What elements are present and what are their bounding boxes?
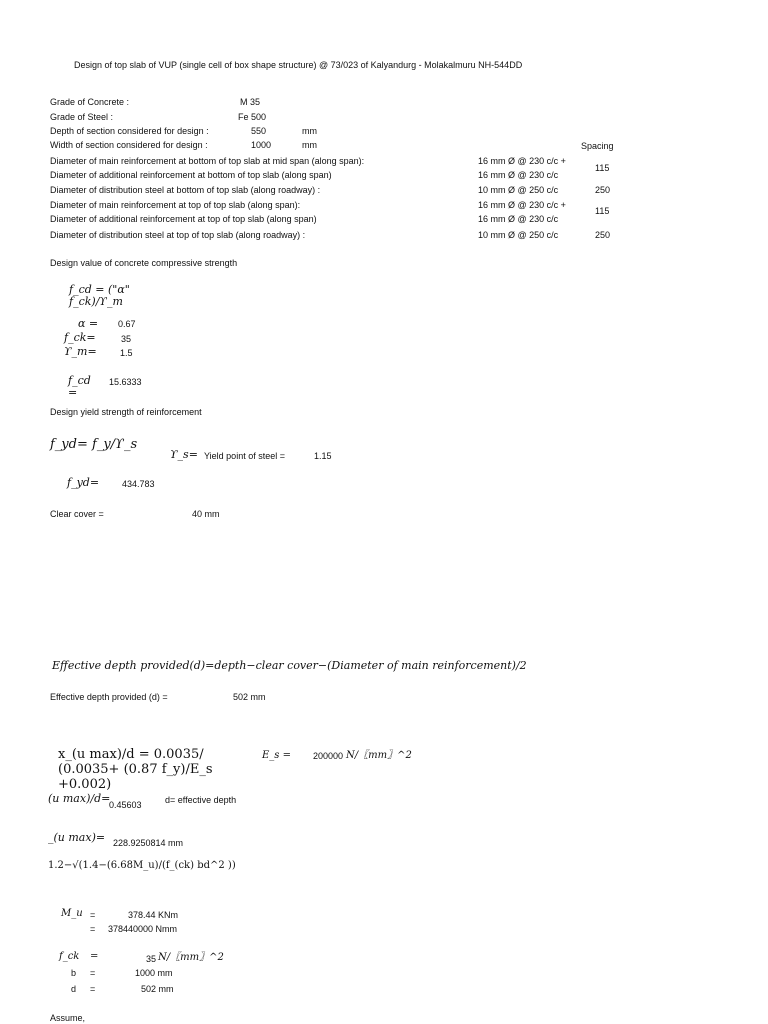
param-value-width: 1000 — [251, 140, 272, 150]
fcd-formula-line1: f_cd = ("α" — [69, 283, 130, 296]
xu-ratio-value: 0.45603 — [109, 800, 142, 810]
gamma-s-label: ϒ_s= — [170, 448, 198, 461]
reinf-label-3: Diameter of distribution steel at bottom of top slab (along roadway) : — [50, 185, 321, 195]
reinf-label-2: Diameter of additional reinforcement at bottom of top slab (along span) — [50, 170, 332, 180]
fyd-label: f_yd= — [67, 476, 100, 489]
effective-depth-value: 502 mm — [233, 692, 266, 702]
param-unit-width: mm — [302, 140, 317, 150]
cover-value: 40 mm — [192, 509, 220, 519]
reinf-label-1: Diameter of main reinforcement at bottom of top slab at mid span (along span): — [50, 156, 365, 166]
xu-formula-line1: x_(u max)/d = 0.0035/ — [58, 747, 204, 762]
param-value-concrete: M 35 — [240, 97, 261, 107]
es-label: E_s = — [262, 750, 291, 761]
xu-formula-line3: +0.002) — [58, 777, 112, 792]
spacing-value-2: 250 — [595, 185, 611, 195]
gamma-s-value: 1.15 — [314, 451, 332, 461]
fck-eq: = — [90, 951, 99, 962]
mu-nmm-value: 378440000 Nmm — [108, 924, 178, 934]
param-unit-depth: mm — [302, 126, 317, 136]
mu-eq-2: = — [90, 924, 96, 934]
param-label-width: Width of section considered for design : — [50, 140, 208, 150]
reinf-value-2: 16 mm Ø @ 230 c/c — [478, 170, 559, 180]
reinf-value-6: 10 mm Ø @ 250 c/c — [478, 230, 559, 240]
fcd-formula-line2: f_ck)/ϒ_m — [69, 295, 123, 308]
effective-depth-formula: Effective depth provided(d)=depth−clear cover−(Diameter of main reinforcement)/2 — [52, 659, 527, 672]
mu-label: M_u — [61, 908, 83, 919]
reinf-value-5: 16 mm Ø @ 230 c/c — [478, 214, 559, 224]
xumax-value: 228.9250814 mm — [113, 838, 184, 848]
fck-label: f_ck= — [64, 331, 96, 344]
fck-value: 35 — [121, 334, 132, 344]
b-eq: = — [90, 968, 96, 978]
mu-value: 378.44 KNm — [128, 910, 179, 920]
param-label-steel: Grade of Steel : — [50, 112, 114, 122]
concrete-heading: Design value of concrete compressive strength — [50, 258, 238, 268]
spacing-value-3: 115 — [595, 206, 610, 216]
fcd-value: 15.6333 — [109, 377, 142, 387]
mu-eq-1: = — [90, 910, 96, 920]
param-value-depth: 550 — [251, 126, 267, 136]
d-value: 502 mm — [141, 984, 174, 994]
d-label: d — [71, 984, 77, 994]
fcd-equals: = — [68, 386, 78, 399]
spacing-header: Spacing — [581, 141, 614, 151]
param-label-depth: Depth of section considered for design : — [50, 126, 209, 136]
b-label: b — [71, 968, 77, 978]
es-unit: N/〖mm〗^2 — [346, 750, 412, 761]
alpha-value: 0.67 — [118, 319, 136, 329]
d-eq: = — [90, 984, 96, 994]
fck-label-2: f_ck — [59, 951, 80, 962]
fyd-value: 434.783 — [122, 479, 155, 489]
gamma-s-desc: Yield point of steel = — [204, 451, 285, 461]
gamma-m-value: 1.5 — [120, 348, 133, 358]
xu-ratio-label: (u max)/d= — [48, 792, 111, 805]
cover-label: Clear cover = — [50, 509, 104, 519]
b-value: 1000 mm — [135, 968, 173, 978]
spacing-value-1: 115 — [595, 163, 610, 173]
fck-value-2: 35 — [146, 954, 157, 964]
fck-unit: N/〖mm〗^2 — [158, 952, 224, 963]
fcd-label: f_cd — [68, 374, 91, 387]
reinf-label-4: Diameter of main reinforcement at top of top slab (along span): — [50, 200, 301, 210]
xumax-label: _(u max)= — [48, 831, 106, 844]
alpha-label: α = — [78, 317, 99, 330]
reinf-value-1: 16 mm Ø @ 230 c/c + — [478, 156, 566, 166]
reinf-label-6: Diameter of distribution steel at top of top slab (along roadway) : — [50, 230, 306, 240]
assume-label: Assume, — [50, 1013, 86, 1023]
param-value-steel: Fe 500 — [238, 112, 267, 122]
reinf-value-3: 10 mm Ø @ 250 c/c — [478, 185, 559, 195]
root-formula: 1.2−√(1.4−(6.68M_u)/(f_(ck) bd^2 )) — [48, 860, 236, 871]
steel-heading: Design yield strength of reinforcement — [50, 407, 202, 417]
es-value: 200000 — [313, 751, 344, 761]
fyd-formula: f_yd= f_y/ϒ_s — [50, 437, 138, 452]
reinf-value-4: 16 mm Ø @ 230 c/c + — [478, 200, 566, 210]
effective-depth-label: Effective depth provided (d) = — [50, 692, 168, 702]
xu-formula-line2: (0.0035+ (0.87 f_y)/E_s — [58, 762, 213, 777]
gamma-m-label: ϒ_m= — [64, 345, 97, 358]
page-title: Design of top slab of VUP (single cell of box shape structure) @ 73/023 of Kalyandurg - Molakalmuru NH-544DD — [74, 60, 523, 70]
spacing-value-4: 250 — [595, 230, 611, 240]
d-note: d= effective depth — [165, 795, 237, 805]
param-label-concrete: Grade of Concrete : — [50, 97, 130, 107]
reinf-label-5: Diameter of additional reinforcement at top of top slab (along span) — [50, 214, 317, 224]
